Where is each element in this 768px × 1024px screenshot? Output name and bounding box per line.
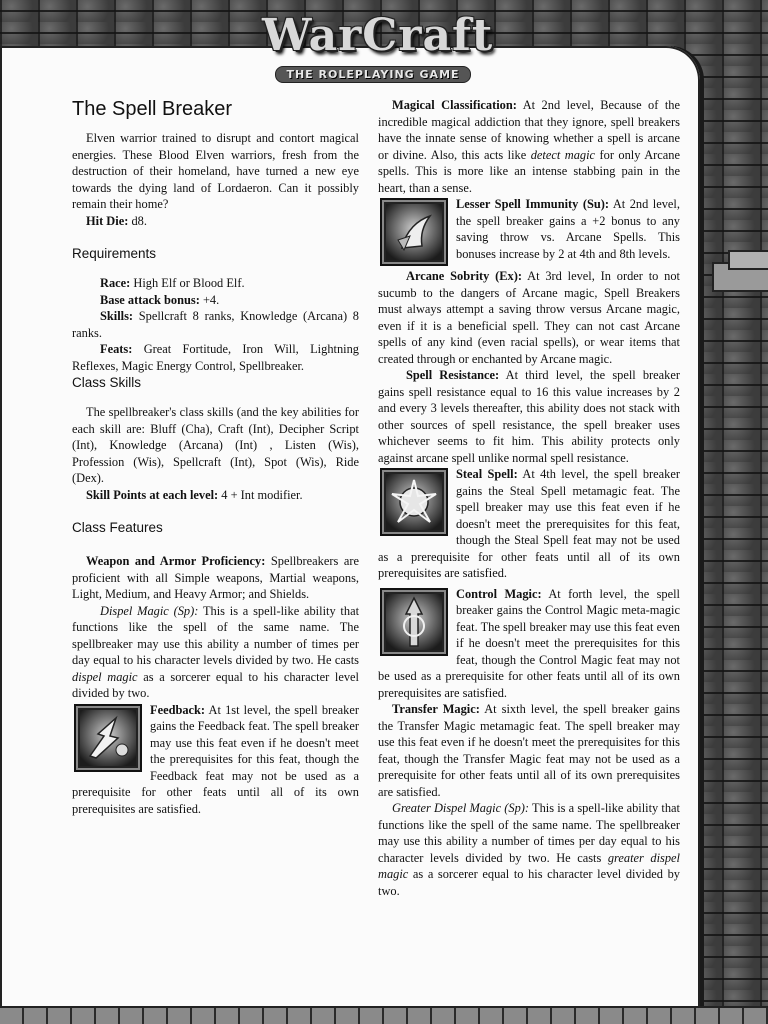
lesser-immunity-paragraph: Lesser Spell Immunity (Su): At 2nd level, the spell breaker gains a +2 bonus to any saving throw vs. Arcane Spells. This bonuses increase by 2 at 4th and 8th levels. xyxy=(456,197,680,261)
right-column xyxy=(378,97,680,899)
bab-line: Base attack bonus: +4. xyxy=(100,292,220,307)
steal-spell-block xyxy=(378,466,680,582)
lesser-spell-immunity-icon xyxy=(380,198,448,266)
steal-spell-paragraph: Steal Spell: At 4th level, the spell breaker gains the Steal Spell metamagic feat. The spell breaker may use this feat even if he doesn't meet the prerequisites for this feat, though the Steal Spell feat may not be used as a prerequisite for other feats until all of its own prerequisites are satisfied. xyxy=(378,467,680,580)
steal-spell-icon xyxy=(380,468,448,536)
class-skills-paragraph: The spellbreaker's class skills (and the key abilities for each skill are: Bluff (Cha), Craft (Int), Decipher Script (Int), Knowledge (Arcana) (Int) , Listen (Wis), Profession (Wis), Spellcraft (Int), Spot (Wis), Ride (Dex). xyxy=(72,405,359,485)
skill-points-line: Skill Points at each level: 4 + Int modifier. xyxy=(86,487,303,502)
warcraft-logo xyxy=(262,8,494,94)
arcane-sobriety-paragraph: Arcane Sobrity (Ex): At 3rd level, In order to not sucumb to the dangers of Arcane magic, Spell Breakers must always attempt a saving throw versus Arcane magic, even if it is a beneficial spell. They can not cast Arcane spells of any kind (even racial spells), or wear items that created through or enchanted by Arcane magic. xyxy=(378,269,680,366)
class-skills-heading: Class Skills xyxy=(72,375,142,390)
requirements-heading: Requirements xyxy=(72,246,157,261)
control-magic-paragraph: Control Magic: At forth level, the spell breaker gains the Control Magic meta-magic feat. The spell breaker may use this feat even if he doesn't meet the prerequisites for this feat, though the Control Magic feat may not be used as a prerequisite for other feats until all of its own prerequisites are satisfied. xyxy=(378,586,680,700)
feedback-icon xyxy=(74,704,142,772)
class-features-heading: Class Features xyxy=(72,520,163,535)
spell-resistance-paragraph: Spell Resistance: At third level, the spell breaker gains spell resistance equal to 16 this value increases by 2 and every 3 levels thereafter, this ability does not stack with other sources of spell resistance, the spell breaker uses whichever seems to fit him. This ability protects only against arcane spell unlike normal spell resistance. xyxy=(378,368,681,465)
lesser-immunity-block xyxy=(378,196,680,262)
logo-subtitle: THE ROLEPLAYING GAME xyxy=(275,66,470,83)
logo-title: WarCraft xyxy=(262,10,494,61)
hit-die-line: Hit Die: d8. xyxy=(86,213,147,228)
race-line: Race: High Elf or Blood Elf. xyxy=(100,276,245,290)
transfer-magic-paragraph: Transfer Magic: At sixth level, the spell breaker gains the Transfer Magic metamagic feat. The spell breaker may use this feat even if he doesn't meet the prerequisites for this feat, though the Transfer Magic feat may not be used as a prerequisite for other feats until all of its own prerequisites are satisfied. xyxy=(378,702,681,799)
intro-paragraph: Elven warrior trained to disrupt and contort magical energies. These Blood Elven warriors, fresh from the destruction of their homeland, have turned a new eye towards the dying land of Lordaeron. Can it possibly remain their home? xyxy=(72,131,359,211)
stone-border-bottom xyxy=(0,1006,768,1024)
skills-line: Skills: Spellcraft 8 ranks, Knowledge (Arcana) 8 ranks. xyxy=(72,309,359,340)
page-title: The Spell Breaker xyxy=(72,98,233,120)
greater-dispel-paragraph: Greater Dispel Magic (Sp): This is a spell-like ability that functions like the spell of the same name. The spellbreaker may use this ability a number of times per day equal to his character levels divided by two. He casts greater dispel magic as a sorcerer equal to his character level divided by two. xyxy=(378,801,681,898)
control-magic-icon xyxy=(380,588,448,656)
weapon-armor-paragraph: Weapon and Armor Proficiency: Spellbreakers are proficient with all Simple weapons, Martial weapons, Light, Medium, and Heavy Armor; and Shields. xyxy=(72,554,359,601)
control-magic-block xyxy=(378,586,680,702)
feedback-block xyxy=(72,702,359,818)
left-column xyxy=(72,96,359,817)
stone-pillar-top xyxy=(728,250,768,270)
feats-line: Feats: Great Fortitude, Iron Will, Lightning Reflexes, Magic Energy Control, Spellbreaker. xyxy=(72,342,359,373)
dispel-magic-paragraph: Dispel Magic (Sp): This is a spell-like ability that functions like the spell of the same name. The spellbreaker may use this ability a number of times per day equal to his character levels divided by two. He casts dispel magic as a sorcerer equal to his character level divided by two. xyxy=(72,603,360,700)
feedback-paragraph: Feedback: At 1st level, the spell breaker gains the Feedback feat. The spell breaker may use this feat even if he doesn't meet the prerequisites for this feat, though the Feedback feat may not be used as a prerequisite for other feats until all of its own prerequisites are satisfied. xyxy=(72,702,359,816)
magical-classification-paragraph: Magical Classification: At 2nd level, Because of the incredible magical addiction that they ignore, spell breakers have the innate sense of knowing whether a spell is arcane or divine. Also, this acts like detect magic for only Arcane spells. This is more like an intense stabbing pain in the heart, than a sense. xyxy=(378,98,680,195)
